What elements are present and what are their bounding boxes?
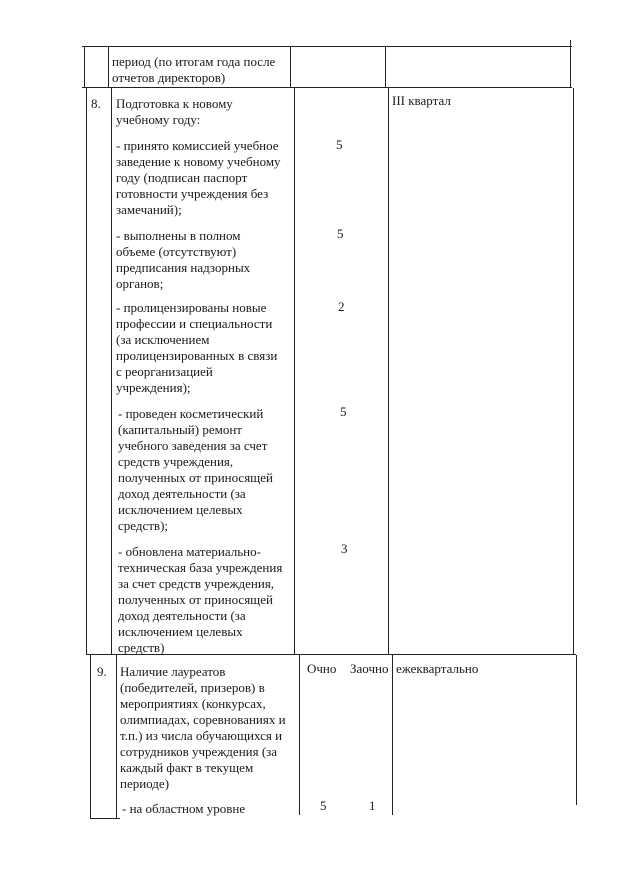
row9-item-1-fulltime: 5 <box>320 798 327 813</box>
row8-number: 8. <box>91 96 101 111</box>
row8-item-3-text: - пролицензированы новые профессии и специальности (за исключением пролицензированных в связи с реорганизацией учреждения); <box>116 300 278 395</box>
col-rule-right <box>570 40 571 88</box>
row8-item-2-points: 5 <box>337 226 344 241</box>
row8-item-3-points: 2 <box>338 299 345 314</box>
row9-item-1-parttime: 1 <box>369 798 376 813</box>
row8-item-1-points: 5 <box>336 137 343 152</box>
col-rule-right <box>573 88 574 654</box>
row8-item-4-text: - проведен косметический (капитальный) ремонт учебного заведения за счет средств учреждения, полученных от приносящей доход деятельности (за исключением целевых средств); <box>118 406 273 533</box>
row7-criterion-text: период (по итогам года после отчетов директоров) <box>112 54 276 85</box>
col-rule-points <box>385 46 386 88</box>
col-rule-criterion <box>290 46 291 88</box>
row8-title: Подготовка к новому учебному году: <box>116 96 233 127</box>
col-rule-number <box>116 655 117 819</box>
row9-period: ежеквартально <box>396 661 479 676</box>
table-top-border <box>82 46 572 47</box>
row9-number: 9. <box>97 664 107 679</box>
col-rule-points <box>388 88 389 654</box>
col-rule-left <box>90 655 91 819</box>
col-rule-points <box>392 655 393 815</box>
col-rule-number <box>108 46 109 88</box>
row8-item-4-points: 5 <box>340 404 347 419</box>
row9-title: Наличие лауреатов (победителей, призеров) в мероприятиях (конкурсах, олимпиадах, соревнованиях и т.п.) из числа обучающихся и сотрудников учреждения (за каждый факт в текущем периоде) <box>120 664 286 791</box>
col-rule-right <box>576 655 577 805</box>
row8-item-1-text: - принято комиссией учебное заведение к новому учебному году (подписан паспорт готовности учреждения без замечаний); <box>116 138 281 217</box>
col-rule-left <box>84 46 85 88</box>
row9-col-fulltime-header: Очно <box>307 661 337 676</box>
row9-item-1-text: - на областном уровне <box>122 801 246 816</box>
col-rule-number <box>111 88 112 654</box>
row8-item-5-text: - обновлена материально- техническая база учреждения за счет средств учреждения, полученных от приносящей доход деятельности (за исключением целевых средств) <box>118 544 283 655</box>
row-separator-7-8 <box>82 87 572 88</box>
col-rule-left <box>86 88 87 654</box>
row9-col-parttime-header: Заочно <box>350 661 389 676</box>
row8-period: III квартал <box>392 93 451 108</box>
row8-item-5-points: 3 <box>341 541 348 556</box>
row8-item-2-text: - выполнены в полном объеме (отсутствуют) предписания надзорных органов; <box>116 228 251 291</box>
